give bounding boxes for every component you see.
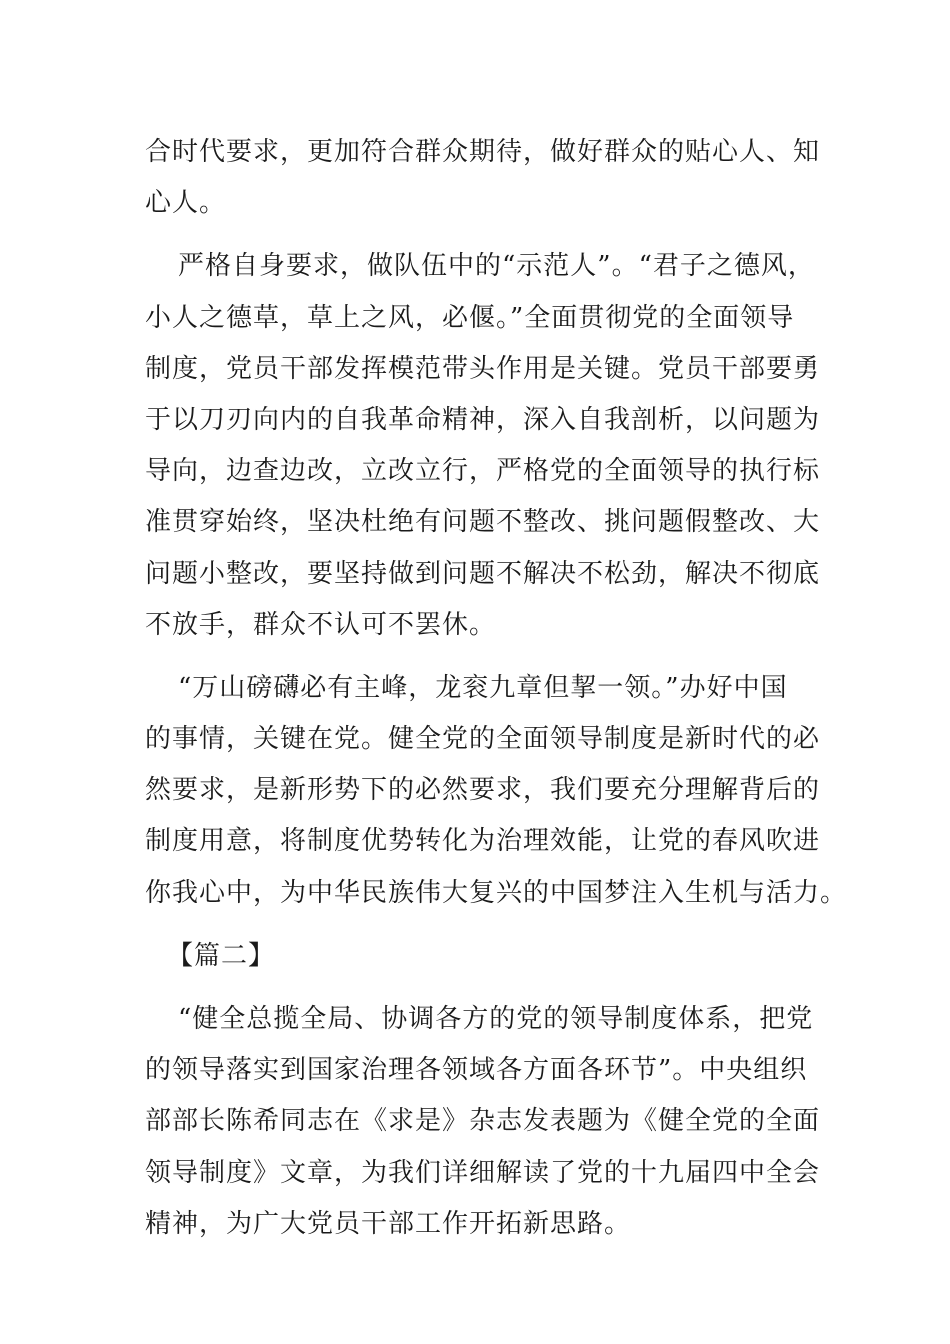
text-line: 制度用意，将制度优势转化为治理效能，让党的春风吹进 — [145, 826, 821, 857]
paragraph — [145, 994, 820, 1250]
text-line: 导向，边查边改，立改立行，严格党的全面领导的执行标 — [145, 456, 821, 487]
text-line: 制度，党员干部发挥模范带头作用是关键。党员干部要勇 — [145, 353, 821, 384]
paragraph — [145, 127, 820, 229]
text-line: “健全总揽全局、协调各方的党的领导制度体系，把党 — [178, 1004, 814, 1034]
text-line: 严格自身要求，做队伍中的“示范人”。“君子之德风， — [178, 251, 815, 282]
text-line: 的领导落实到国家治理各领域各方面各环节”。中央组织 — [145, 1055, 808, 1086]
heading-text: 【篇二】 — [167, 940, 276, 971]
document-body — [145, 127, 848, 1250]
text-line: 然要求，是新形势下的必然要求，我们要充分理解背后的 — [145, 775, 821, 806]
paragraph — [145, 241, 820, 651]
text-line: 你我心中，为中华民族伟大复兴的中国梦注入生机与活力。 — [145, 877, 848, 908]
text-line: 心人。 — [145, 188, 227, 219]
text-line: “万山磅礴必有主峰，龙衮九章但挈一领。”办好中国 — [178, 672, 788, 703]
text-line: 不放手，群众不认可不罢休。 — [145, 609, 497, 640]
text-line: 的事情，关键在党。健全党的全面领导制度是新时代的必 — [145, 724, 821, 755]
text-line: 小人之德草，草上之风，必偃。”全面贯彻党的全面领导 — [145, 302, 795, 333]
text-line: 于以刀刃向内的自我革命精神，深入自我剖析，以问题为 — [145, 404, 821, 435]
text-line: 精神，为广大党员干部工作开拓新思路。 — [145, 1208, 632, 1239]
section-heading — [145, 931, 820, 982]
text-line: 准贯穿始终，坚决杜绝有问题不整改、挑问题假整改、大 — [145, 507, 821, 538]
text-line: 问题小整改，要坚持做到问题不解决不松劲，解决不彻底 — [145, 558, 821, 589]
paragraph — [145, 663, 848, 919]
text-line: 部部长陈希同志在《求是》杂志发表题为《健全党的全面 — [145, 1106, 821, 1137]
text-line: 领导制度》文章，为我们详细解读了党的十九届四中全会 — [145, 1157, 821, 1188]
text-line: 合时代要求，更加符合群众期待，做好群众的贴心人、知 — [145, 137, 821, 167]
